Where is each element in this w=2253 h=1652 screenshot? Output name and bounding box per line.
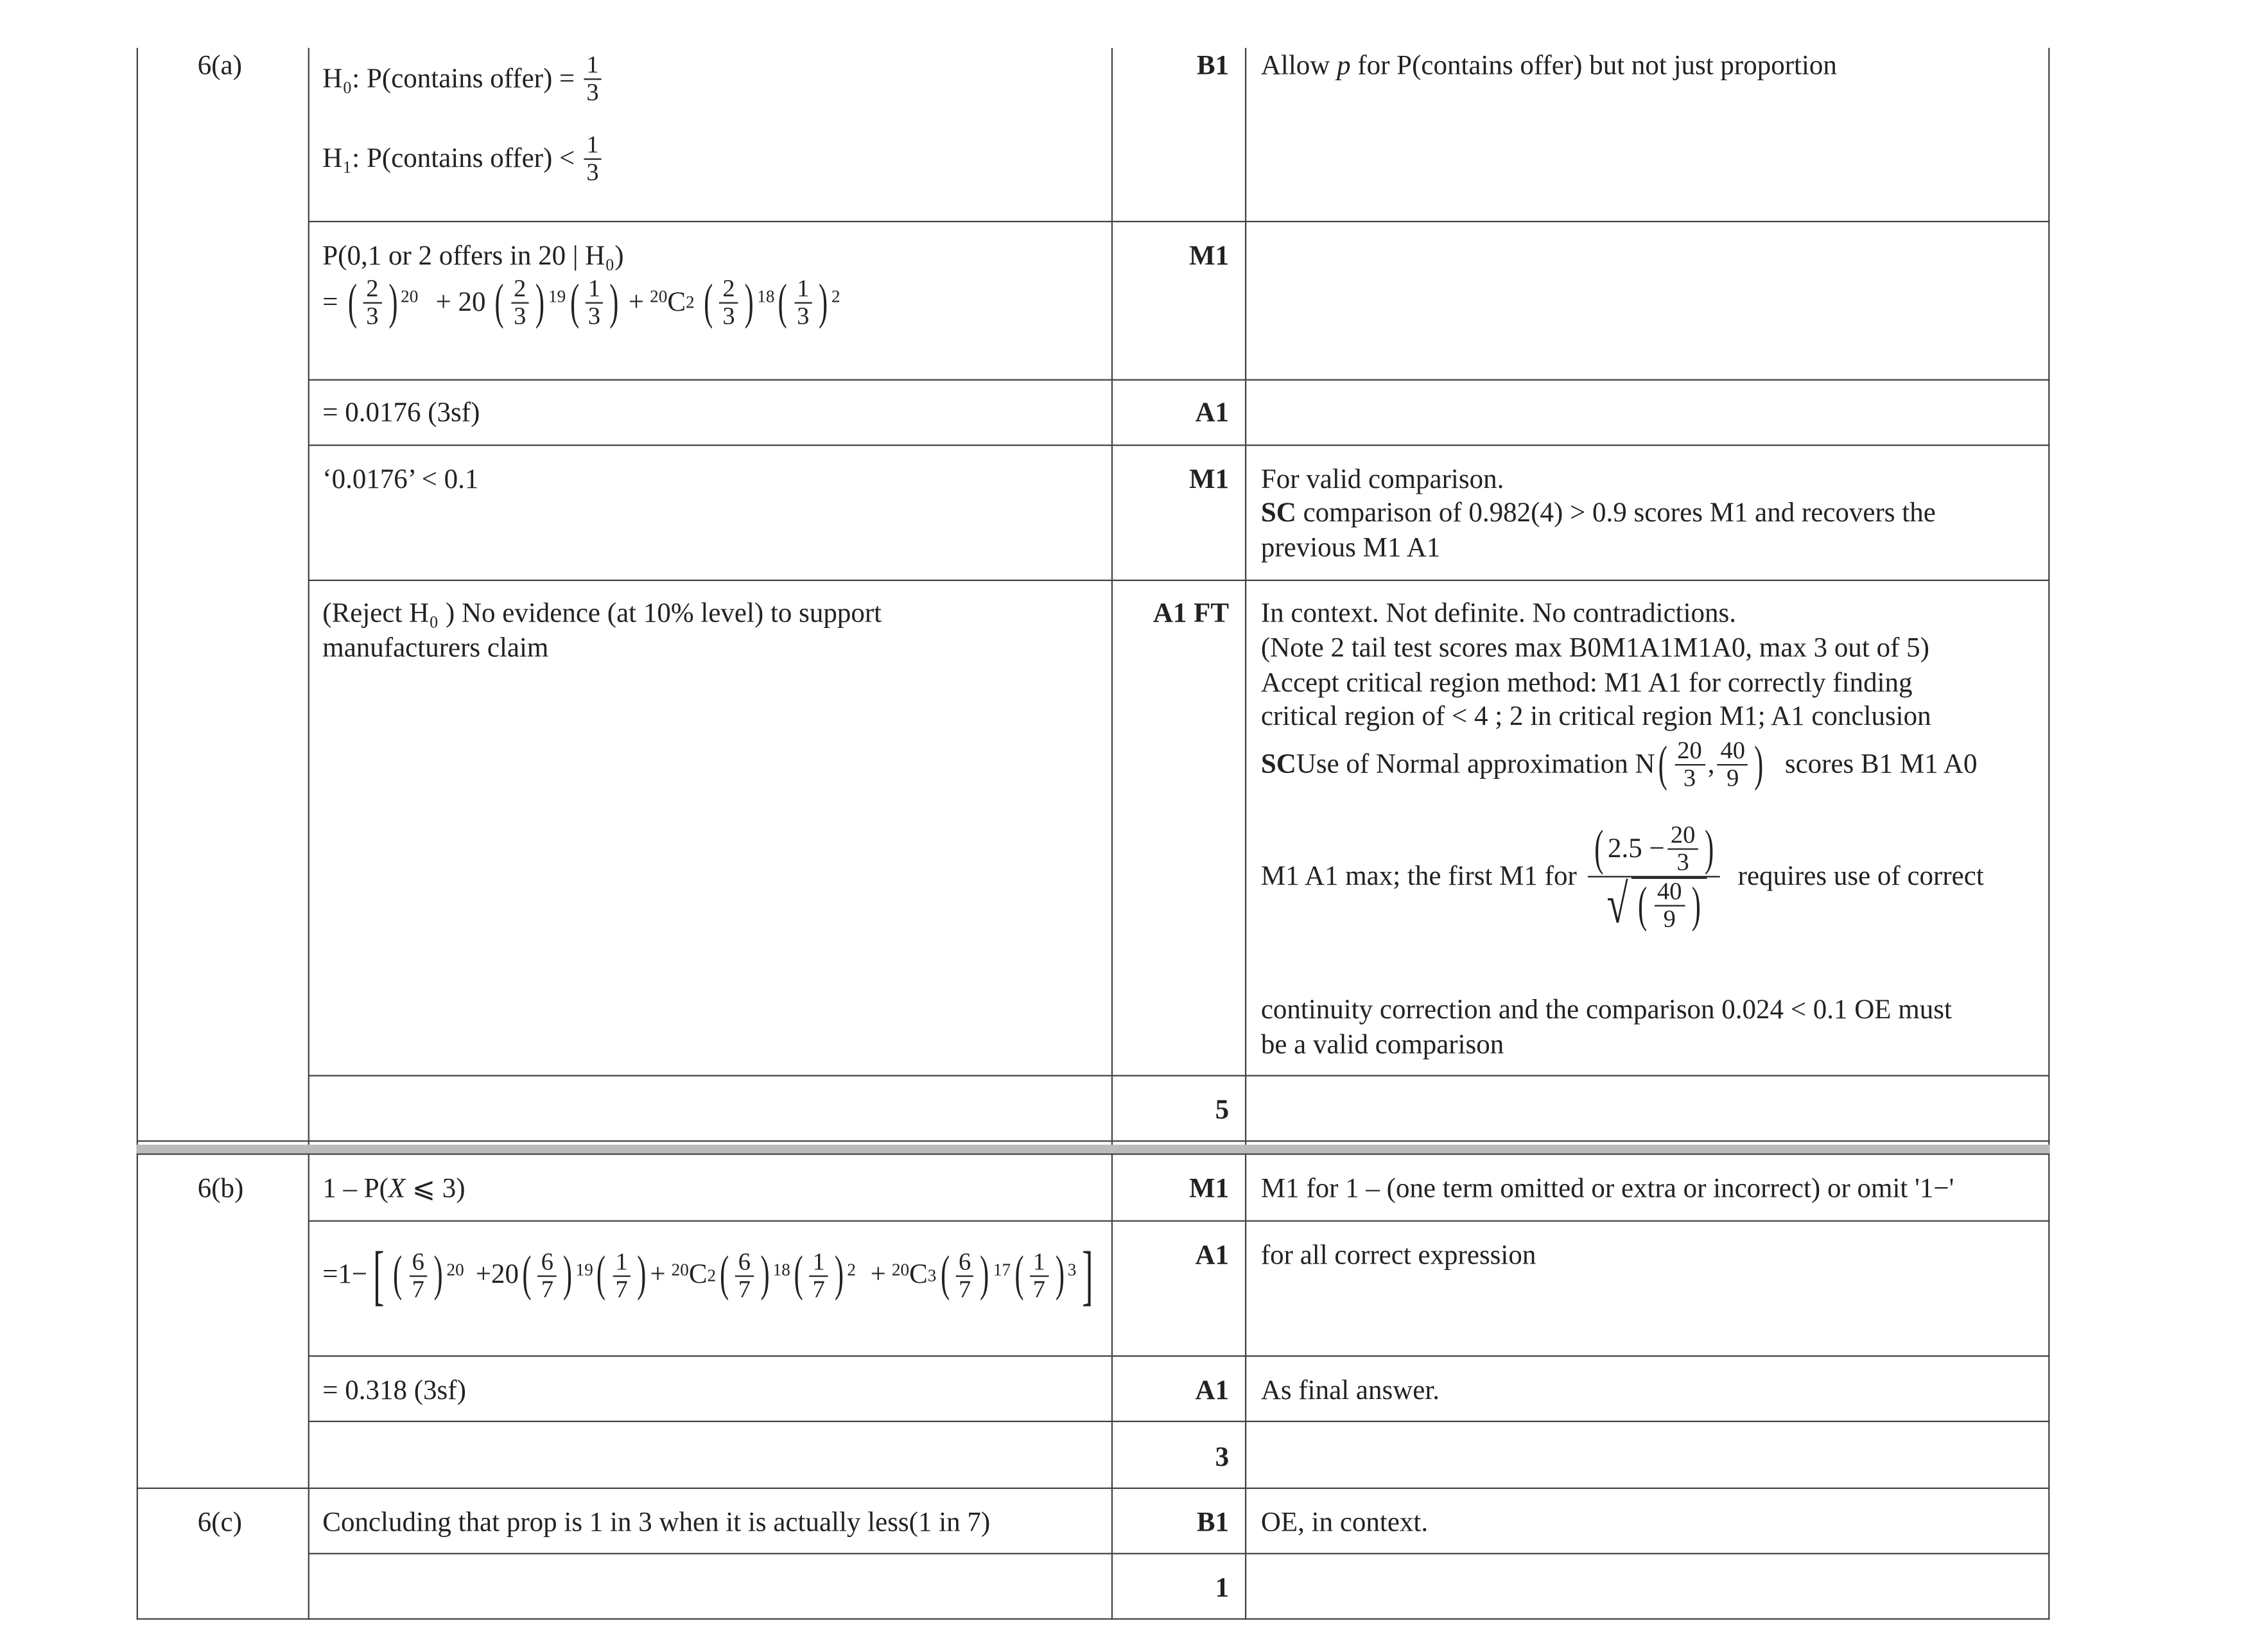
mark: A1 [1195,397,1230,429]
total-marks: 3 [1215,1442,1230,1474]
result: = 0.0176 (3sf) [322,397,480,429]
h0-text: H₀: P(contains offer) = [322,63,575,94]
binomial-expression: =1− [ ( $\frac{6}{7}$ ) $^{20}$ +20 ( $\frac{6}{7}$ ) $^{19}$ ( $\frac{1}{7}$ ) + $^{20}$ C 2 ( $\frac{6}{7}$ ) $^{18}$ ( $\frac{1}{7}$ ) $^2$ + $^{20}$ C 3 ( $\frac{6}{7}$ ) $^{17}$ ( $\frac{1}{7}$ ) $^3$ ] [322,1237,1093,1312]
h1-text: H₁: P(contains offer) < [322,143,575,174]
col-border-answer [308,48,309,1620]
total-marks: 5 [1215,1095,1230,1126]
guidance-normal-approx: SC Use of Normal approximation N ( $\frac{20}{3}$ , $\frac{40}{9}$ ) scores B1 M1 A0 [1260,736,1978,792]
row-divider [308,1221,2050,1222]
guidance: As final answer. [1260,1375,1440,1407]
row-divider [308,580,2050,581]
mark: M1 [1188,1174,1230,1204]
guidance: previous M1 A1 [1260,533,1441,564]
mark: A1 [1195,1240,1230,1271]
mark: B1 [1196,1508,1230,1538]
guidance: continuity correction and the comparison 0.024 < 0.1 OE must [1260,995,1952,1026]
mark: A1 FT [1153,598,1230,629]
row-divider [308,1553,2050,1554]
answer: Concluding that prop is 1 in 3 when it is actually less(1 in 7) [322,1508,991,1538]
row-divider [308,1075,2050,1076]
probability-statement: P(0,1 or 2 offers in 20 | H₀) [322,241,624,272]
row-divider [308,444,2050,446]
guidance: Accept critical region method: M1 A1 for correctly finding [1260,668,1913,699]
section-gap [137,1145,2050,1154]
conclusion: manufacturers claim [322,633,549,664]
row-divider [308,1355,2050,1357]
section-divider [137,1153,2050,1154]
section-divider [137,1140,2050,1142]
comparison: ‘0.0176’ < 0.1 [322,465,479,496]
complement-probability: 1 – P(X ⩽ 3) [322,1174,465,1204]
guidance: (Note 2 tail test scores max B0M1A1M1A0, max 3 out of 5) [1260,633,1929,664]
guidance: Allow p for P(contains offer) but not just proportion [1260,51,1837,82]
question-label: 6(a) [197,51,242,82]
col-border-marks [1111,48,1113,1620]
row-divider [308,221,2050,222]
question-label: 6(b) [197,1174,244,1204]
guidance: for all correct expression [1260,1240,1536,1271]
mark: B1 [1196,51,1230,82]
question-label: 6(c) [197,1508,242,1538]
binomial-expression: = ( $\frac{2}{3}$ ) $^{20}$ + 20 ( $\frac{2}{3}$ ) $^{19}$ ( $\frac{1}{3}$ ) + $^{20}$ C 2 ( $\frac{2}{3}$ ) $^{18}$ ( $\frac{1}{3}$ ) $^2$ [322,274,840,330]
col-border-right [2048,48,2049,1620]
guidance: For valid comparison. [1260,465,1504,496]
row-divider [308,1421,2050,1422]
guidance: M1 for 1 – (one term omitted or extra or incorrect) or omit '1−' [1260,1174,1954,1204]
alt-hypothesis [322,132,604,186]
conclusion: (Reject H₀ ) No evidence (at 10% level) to support [322,598,882,629]
guidance: be a valid comparison [1260,1030,1504,1061]
mark: M1 [1188,465,1230,496]
guidance: In context. Not definite. No contradictions. [1260,598,1737,629]
row-divider [308,379,2050,381]
guidance: OE, in context. [1260,1508,1429,1538]
col-border-guidance [1245,48,1246,1620]
mark: M1 [1188,241,1230,272]
fraction: $\frac{1}{3}$ [584,132,602,186]
table-bottom-border [137,1618,2050,1619]
guidance: SC comparison of 0.982(4) > 0.9 scores M1 and recovers the [1260,498,1936,529]
fraction: $\frac{1}{3}$ [584,52,602,106]
result: = 0.318 (3sf) [322,1375,466,1407]
mark: A1 [1195,1375,1230,1407]
guidance: critical region of < 4 ; 2 in critical region M1; A1 conclusion [1260,701,1931,733]
col-border-left [137,48,138,1620]
guidance-zscore: M1 A1 max; the first M1 for ( 2.5 − $\frac{20}{3}$ ) √ ( $\frac{40}{9}$ ) requires use of correct [1260,821,1984,936]
section-divider [137,1488,2050,1489]
null-hypothesis [322,52,604,106]
total-marks: 1 [1215,1573,1230,1604]
